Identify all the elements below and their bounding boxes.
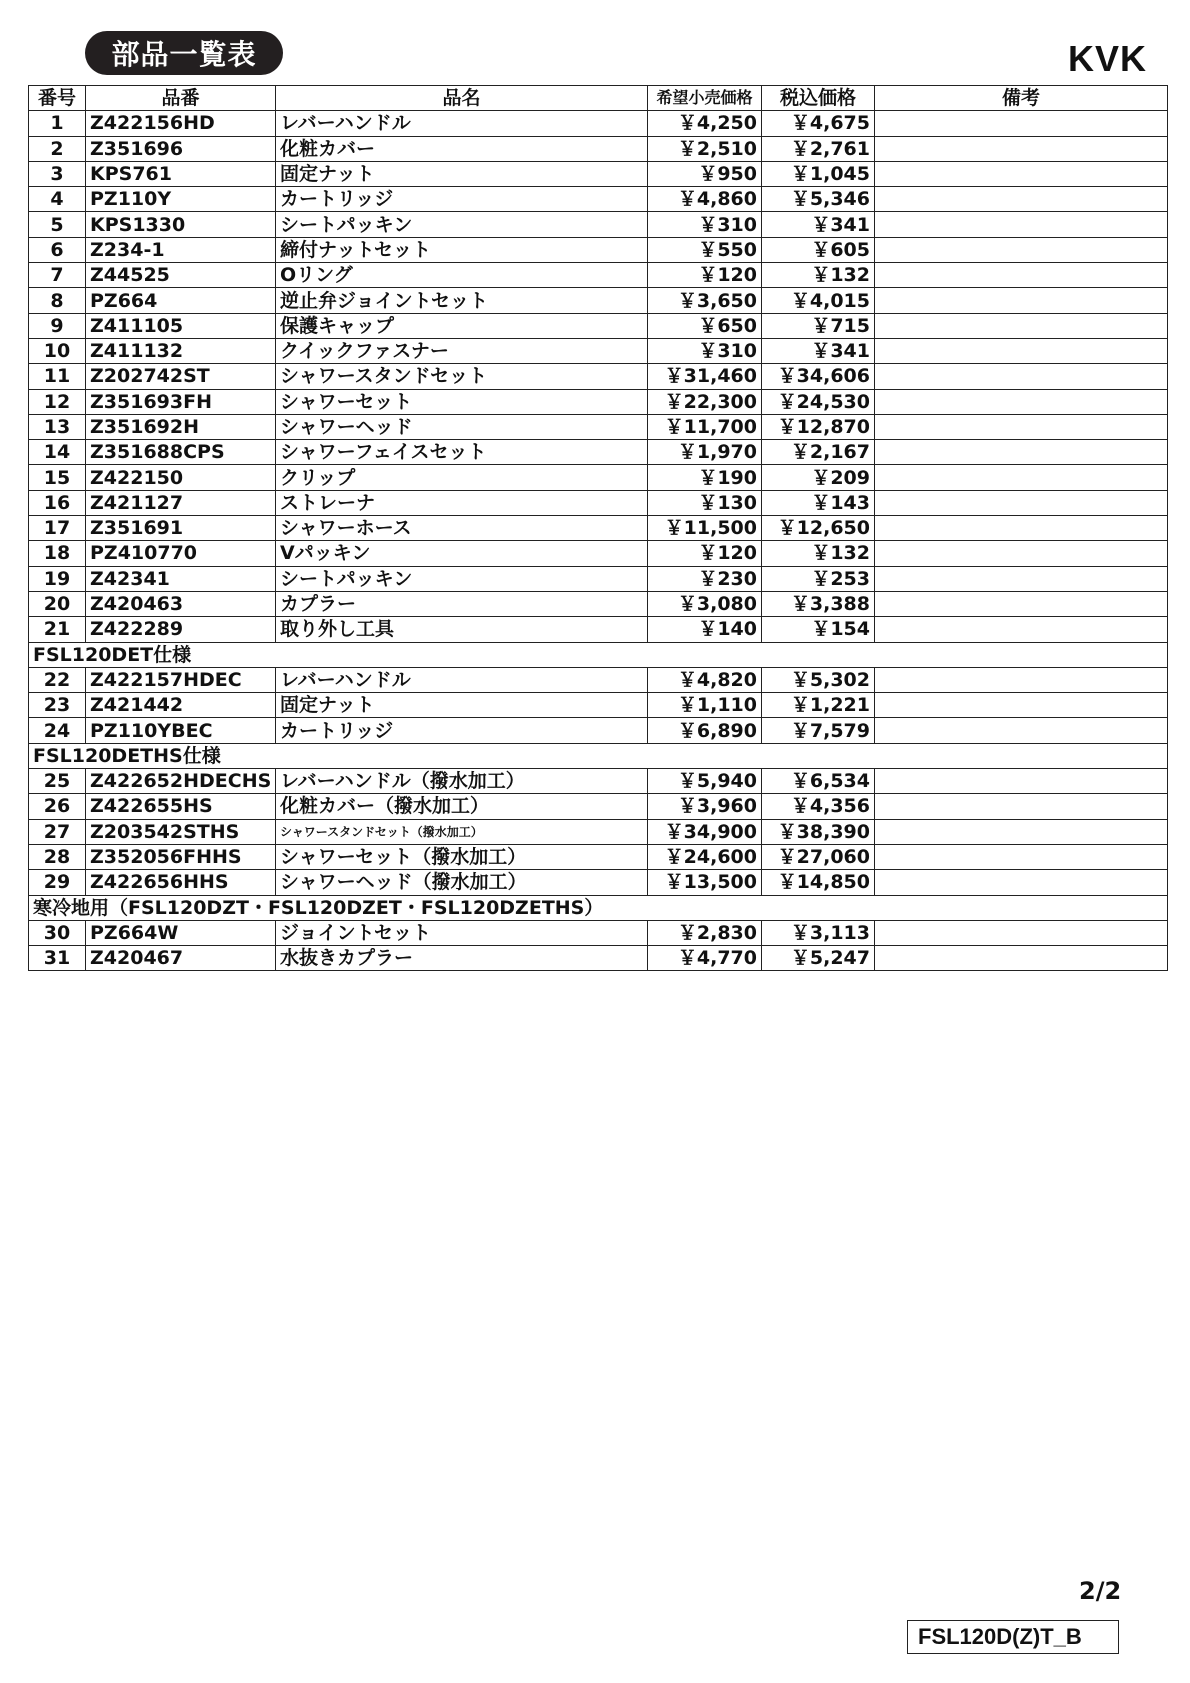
header-no: 番号 bbox=[29, 86, 86, 111]
list-price: ￥3,080 bbox=[648, 591, 762, 616]
list-price: ￥3,960 bbox=[648, 794, 762, 819]
tax-price: ￥132 bbox=[762, 541, 875, 566]
part-code: Z352056FHHS bbox=[86, 844, 276, 869]
tax-price: ￥27,060 bbox=[762, 844, 875, 869]
header-remarks: 備考 bbox=[875, 86, 1168, 111]
tax-price: ￥3,388 bbox=[762, 591, 875, 616]
part-name: 逆止弁ジョイントセット bbox=[276, 288, 648, 313]
list-price: ￥6,890 bbox=[648, 718, 762, 743]
tax-price: ￥715 bbox=[762, 313, 875, 338]
part-number: 14 bbox=[29, 440, 86, 465]
tax-price: ￥341 bbox=[762, 212, 875, 237]
part-number: 15 bbox=[29, 465, 86, 490]
part-number: 8 bbox=[29, 288, 86, 313]
part-number: 21 bbox=[29, 617, 86, 642]
part-name: 水抜きカプラー bbox=[276, 946, 648, 971]
part-code: Z202742ST bbox=[86, 364, 276, 389]
part-number: 7 bbox=[29, 263, 86, 288]
remarks bbox=[875, 541, 1168, 566]
remarks bbox=[875, 946, 1168, 971]
remarks bbox=[875, 490, 1168, 515]
part-name: シートパッキン bbox=[276, 212, 648, 237]
part-code: PZ664 bbox=[86, 288, 276, 313]
part-number: 11 bbox=[29, 364, 86, 389]
part-code: Z421442 bbox=[86, 693, 276, 718]
list-price: ￥140 bbox=[648, 617, 762, 642]
tax-price: ￥341 bbox=[762, 338, 875, 363]
tax-price: ￥132 bbox=[762, 263, 875, 288]
part-code: Z420467 bbox=[86, 946, 276, 971]
remarks bbox=[875, 187, 1168, 212]
part-name: シャワーフェイスセット bbox=[276, 440, 648, 465]
section-row bbox=[29, 743, 1168, 768]
part-code: Z411132 bbox=[86, 338, 276, 363]
section-label: FSL120DETHS仕様 bbox=[29, 743, 1168, 768]
tax-price: ￥38,390 bbox=[762, 819, 875, 844]
list-price: ￥310 bbox=[648, 212, 762, 237]
model-code: FSL120D(Z)T_B bbox=[907, 1620, 1119, 1654]
part-name: 保護キャップ bbox=[276, 313, 648, 338]
part-name: シャワーヘッド（撥水加工） bbox=[276, 870, 648, 895]
part-name: 取り外し工具 bbox=[276, 617, 648, 642]
list-price: ￥1,110 bbox=[648, 693, 762, 718]
tax-price: ￥5,247 bbox=[762, 946, 875, 971]
tax-price: ￥253 bbox=[762, 566, 875, 591]
remarks bbox=[875, 870, 1168, 895]
table-row bbox=[29, 338, 1168, 363]
part-code: Z422289 bbox=[86, 617, 276, 642]
list-price: ￥24,600 bbox=[648, 844, 762, 869]
part-number: 25 bbox=[29, 769, 86, 794]
part-number: 27 bbox=[29, 819, 86, 844]
list-price: ￥2,510 bbox=[648, 136, 762, 161]
tax-price: ￥14,850 bbox=[762, 870, 875, 895]
part-number: 13 bbox=[29, 414, 86, 439]
tax-price: ￥5,346 bbox=[762, 187, 875, 212]
list-price: ￥230 bbox=[648, 566, 762, 591]
table-row bbox=[29, 566, 1168, 591]
page-number: 2/2 bbox=[1079, 1577, 1122, 1605]
part-code: KPS761 bbox=[86, 161, 276, 186]
part-number: 24 bbox=[29, 718, 86, 743]
table-row bbox=[29, 794, 1168, 819]
part-name: Vパッキン bbox=[276, 541, 648, 566]
remarks bbox=[875, 237, 1168, 262]
remarks bbox=[875, 667, 1168, 692]
list-price: ￥190 bbox=[648, 465, 762, 490]
table-row bbox=[29, 844, 1168, 869]
list-price: ￥5,940 bbox=[648, 769, 762, 794]
part-name: シャワースタンドセット（撥水加工） bbox=[276, 819, 648, 844]
remarks bbox=[875, 920, 1168, 945]
part-code: Z422157HDEC bbox=[86, 667, 276, 692]
part-code: Z234-1 bbox=[86, 237, 276, 262]
part-number: 2 bbox=[29, 136, 86, 161]
table-row bbox=[29, 414, 1168, 439]
part-code: Z420463 bbox=[86, 591, 276, 616]
table-row bbox=[29, 541, 1168, 566]
table-row bbox=[29, 389, 1168, 414]
remarks bbox=[875, 288, 1168, 313]
part-number: 17 bbox=[29, 516, 86, 541]
brand-logo: KVK bbox=[1067, 38, 1147, 79]
list-price: ￥31,460 bbox=[648, 364, 762, 389]
part-number: 18 bbox=[29, 541, 86, 566]
part-code: Z351696 bbox=[86, 136, 276, 161]
table-row bbox=[29, 313, 1168, 338]
table-row bbox=[29, 490, 1168, 515]
tax-price: ￥6,534 bbox=[762, 769, 875, 794]
remarks bbox=[875, 414, 1168, 439]
part-number: 3 bbox=[29, 161, 86, 186]
part-code: Z411105 bbox=[86, 313, 276, 338]
tax-price: ￥24,530 bbox=[762, 389, 875, 414]
part-code: PZ110Y bbox=[86, 187, 276, 212]
list-price: ￥11,700 bbox=[648, 414, 762, 439]
part-number: 26 bbox=[29, 794, 86, 819]
list-price: ￥550 bbox=[648, 237, 762, 262]
part-code: Z422656HHS bbox=[86, 870, 276, 895]
part-code: Z351688CPS bbox=[86, 440, 276, 465]
part-number: 4 bbox=[29, 187, 86, 212]
table-row bbox=[29, 870, 1168, 895]
table-row bbox=[29, 111, 1168, 136]
part-name: シャワースタンドセット bbox=[276, 364, 648, 389]
table-row bbox=[29, 819, 1168, 844]
part-code: Z203542STHS bbox=[86, 819, 276, 844]
part-name: 締付ナットセット bbox=[276, 237, 648, 262]
part-name: シートパッキン bbox=[276, 566, 648, 591]
list-price: ￥22,300 bbox=[648, 389, 762, 414]
tax-price: ￥605 bbox=[762, 237, 875, 262]
table-row bbox=[29, 769, 1168, 794]
remarks bbox=[875, 516, 1168, 541]
part-number: 9 bbox=[29, 313, 86, 338]
part-number: 12 bbox=[29, 389, 86, 414]
remarks bbox=[875, 389, 1168, 414]
list-price: ￥1,970 bbox=[648, 440, 762, 465]
part-name: シャワーセット bbox=[276, 389, 648, 414]
remarks bbox=[875, 338, 1168, 363]
part-name: レバーハンドル bbox=[276, 667, 648, 692]
remarks bbox=[875, 718, 1168, 743]
parts-table bbox=[28, 85, 1168, 971]
remarks bbox=[875, 693, 1168, 718]
part-code: Z44525 bbox=[86, 263, 276, 288]
page-title: 部品一覧表 bbox=[85, 31, 283, 75]
list-price: ￥650 bbox=[648, 313, 762, 338]
part-number: 10 bbox=[29, 338, 86, 363]
list-price: ￥4,820 bbox=[648, 667, 762, 692]
header-list-price: 希望小売価格 bbox=[648, 86, 762, 111]
tax-price: ￥34,606 bbox=[762, 364, 875, 389]
table-row bbox=[29, 667, 1168, 692]
tax-price: ￥209 bbox=[762, 465, 875, 490]
table-row bbox=[29, 516, 1168, 541]
section-label: FSL120DET仕様 bbox=[29, 642, 1168, 667]
part-code: Z42341 bbox=[86, 566, 276, 591]
part-name: Oリング bbox=[276, 263, 648, 288]
tax-price: ￥154 bbox=[762, 617, 875, 642]
part-code: Z351692H bbox=[86, 414, 276, 439]
part-number: 29 bbox=[29, 870, 86, 895]
table-row bbox=[29, 288, 1168, 313]
list-price: ￥4,860 bbox=[648, 187, 762, 212]
section-row bbox=[29, 642, 1168, 667]
part-name: ストレーナ bbox=[276, 490, 648, 515]
part-code: PZ410770 bbox=[86, 541, 276, 566]
table-row bbox=[29, 718, 1168, 743]
remarks bbox=[875, 263, 1168, 288]
list-price: ￥120 bbox=[648, 541, 762, 566]
part-name: クリップ bbox=[276, 465, 648, 490]
part-name: シャワーヘッド bbox=[276, 414, 648, 439]
list-price: ￥310 bbox=[648, 338, 762, 363]
table-row bbox=[29, 946, 1168, 971]
list-price: ￥4,770 bbox=[648, 946, 762, 971]
part-code: Z421127 bbox=[86, 490, 276, 515]
remarks bbox=[875, 161, 1168, 186]
remarks bbox=[875, 313, 1168, 338]
part-name: 化粧カバー（撥水加工） bbox=[276, 794, 648, 819]
part-name: カートリッジ bbox=[276, 187, 648, 212]
remarks bbox=[875, 111, 1168, 136]
list-price: ￥130 bbox=[648, 490, 762, 515]
part-number: 28 bbox=[29, 844, 86, 869]
tax-price: ￥7,579 bbox=[762, 718, 875, 743]
tax-price: ￥4,015 bbox=[762, 288, 875, 313]
table-header-row bbox=[29, 86, 1168, 111]
part-number: 30 bbox=[29, 920, 86, 945]
remarks bbox=[875, 440, 1168, 465]
part-code: PZ110YBEC bbox=[86, 718, 276, 743]
table-row bbox=[29, 617, 1168, 642]
table-row bbox=[29, 465, 1168, 490]
section-label: 寒冷地用（FSL120DZT・FSL120DZET・FSL120DZETHS） bbox=[29, 895, 1168, 920]
remarks bbox=[875, 212, 1168, 237]
list-price: ￥11,500 bbox=[648, 516, 762, 541]
list-price: ￥4,250 bbox=[648, 111, 762, 136]
list-price: ￥13,500 bbox=[648, 870, 762, 895]
table-row bbox=[29, 212, 1168, 237]
tax-price: ￥1,221 bbox=[762, 693, 875, 718]
part-name: 固定ナット bbox=[276, 693, 648, 718]
part-name: レバーハンドル bbox=[276, 111, 648, 136]
list-price: ￥950 bbox=[648, 161, 762, 186]
tax-price: ￥5,302 bbox=[762, 667, 875, 692]
table-row bbox=[29, 693, 1168, 718]
remarks bbox=[875, 819, 1168, 844]
part-code: Z422655HS bbox=[86, 794, 276, 819]
part-name: クイックファスナー bbox=[276, 338, 648, 363]
table-row bbox=[29, 237, 1168, 262]
table-row bbox=[29, 187, 1168, 212]
remarks bbox=[875, 136, 1168, 161]
remarks bbox=[875, 364, 1168, 389]
part-number: 16 bbox=[29, 490, 86, 515]
part-name: シャワーセット（撥水加工） bbox=[276, 844, 648, 869]
header-tax-price: 税込価格 bbox=[762, 86, 875, 111]
table-row bbox=[29, 263, 1168, 288]
part-number: 20 bbox=[29, 591, 86, 616]
tax-price: ￥3,113 bbox=[762, 920, 875, 945]
part-number: 19 bbox=[29, 566, 86, 591]
section-row bbox=[29, 895, 1168, 920]
table-row bbox=[29, 136, 1168, 161]
header-code: 品番 bbox=[86, 86, 276, 111]
remarks bbox=[875, 617, 1168, 642]
part-name: レバーハンドル（撥水加工） bbox=[276, 769, 648, 794]
part-code: Z351691 bbox=[86, 516, 276, 541]
table-row bbox=[29, 364, 1168, 389]
remarks bbox=[875, 844, 1168, 869]
tax-price: ￥143 bbox=[762, 490, 875, 515]
part-code: Z422150 bbox=[86, 465, 276, 490]
table-row bbox=[29, 591, 1168, 616]
list-price: ￥120 bbox=[648, 263, 762, 288]
part-number: 1 bbox=[29, 111, 86, 136]
part-name: シャワーホース bbox=[276, 516, 648, 541]
part-number: 22 bbox=[29, 667, 86, 692]
tax-price: ￥12,650 bbox=[762, 516, 875, 541]
part-code: PZ664W bbox=[86, 920, 276, 945]
part-code: KPS1330 bbox=[86, 212, 276, 237]
tax-price: ￥2,167 bbox=[762, 440, 875, 465]
part-code: Z422156HD bbox=[86, 111, 276, 136]
remarks bbox=[875, 794, 1168, 819]
part-name: 化粧カバー bbox=[276, 136, 648, 161]
table-row bbox=[29, 440, 1168, 465]
table-row bbox=[29, 161, 1168, 186]
header-name: 品名 bbox=[276, 86, 648, 111]
part-name: カプラー bbox=[276, 591, 648, 616]
tax-price: ￥4,675 bbox=[762, 111, 875, 136]
remarks bbox=[875, 465, 1168, 490]
table-row bbox=[29, 920, 1168, 945]
part-code: Z422652HDECHS bbox=[86, 769, 276, 794]
tax-price: ￥12,870 bbox=[762, 414, 875, 439]
remarks bbox=[875, 769, 1168, 794]
remarks bbox=[875, 566, 1168, 591]
remarks bbox=[875, 591, 1168, 616]
part-number: 6 bbox=[29, 237, 86, 262]
part-number: 5 bbox=[29, 212, 86, 237]
part-number: 23 bbox=[29, 693, 86, 718]
part-name: ジョイントセット bbox=[276, 920, 648, 945]
tax-price: ￥4,356 bbox=[762, 794, 875, 819]
part-name: カートリッジ bbox=[276, 718, 648, 743]
list-price: ￥34,900 bbox=[648, 819, 762, 844]
part-name: 固定ナット bbox=[276, 161, 648, 186]
tax-price: ￥1,045 bbox=[762, 161, 875, 186]
part-number: 31 bbox=[29, 946, 86, 971]
part-code: Z351693FH bbox=[86, 389, 276, 414]
tax-price: ￥2,761 bbox=[762, 136, 875, 161]
list-price: ￥3,650 bbox=[648, 288, 762, 313]
list-price: ￥2,830 bbox=[648, 920, 762, 945]
